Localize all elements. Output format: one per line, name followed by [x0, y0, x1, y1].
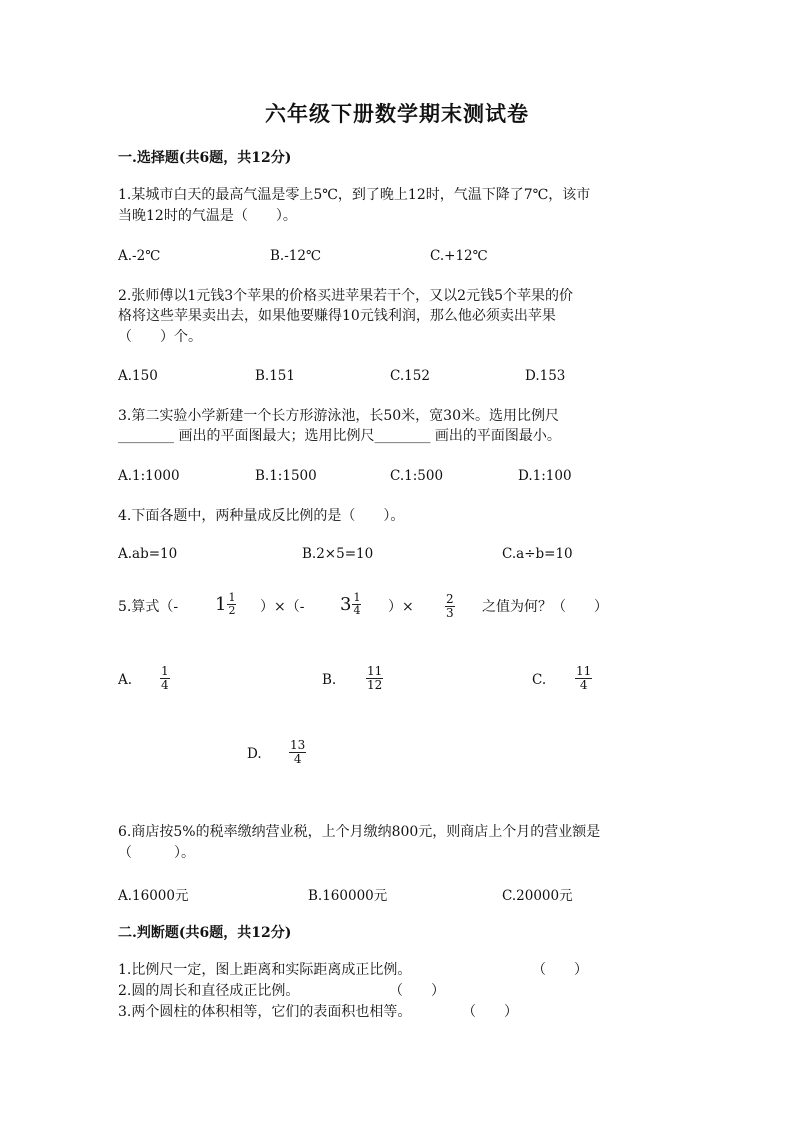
question-3-line-1: 3.第二实验小学新建一个长方形游泳池，长50米，宽30米。选用比例尺 [118, 408, 559, 424]
option-a: A.150 [118, 368, 158, 384]
option-b: B.2×5=10 [302, 546, 374, 562]
option-b: B.1:1500 [255, 468, 317, 484]
question-5-mid-1: ）×（- [260, 599, 305, 615]
option-b: B.151 [255, 368, 295, 384]
question-6-line-2: （ ）。 [118, 845, 195, 861]
judgment-item-2: 2.圆的周长和直径成正比例。 [118, 983, 300, 999]
question-5-prefix: 5.算式（- [118, 599, 179, 615]
option-c: C.152 [390, 368, 430, 384]
option-d: D.153 [525, 368, 566, 384]
mixed-whole: 1 [215, 594, 227, 615]
option-a: A.16000元 [118, 888, 189, 904]
question-2-line-1: 2.张师傅以1元钱3个苹果的价格买进苹果若干个，又以2元钱5个苹果的价 [118, 288, 573, 304]
denominator: 2 [228, 604, 236, 617]
judgment-blank-1: （ ） [532, 962, 588, 978]
question-5-mid-2: ）× [388, 599, 414, 615]
question-2-line-2: 格将这些苹果卖出去，如果他要赚得10元钱利润，那么他必须卖出苹果 [118, 308, 556, 324]
option-c: C.a÷b=10 [502, 546, 573, 562]
option-d: D.1:100 [518, 468, 572, 484]
option-b-fraction: $\frac{11}{12}$ [367, 664, 383, 692]
option-b: B.160000元 [308, 888, 388, 904]
mixed-number-2 [340, 592, 361, 617]
option-a-fraction: $\frac{1}{4}$ [161, 664, 169, 692]
mixed-whole: 3 [340, 594, 352, 615]
fraction [352, 592, 361, 617]
option-a: A. [118, 672, 133, 688]
judgment-blank-2: （ ） [389, 983, 445, 999]
option-c: C.1:500 [390, 468, 444, 484]
option-c: C. [532, 672, 547, 688]
option-d: D. [247, 746, 262, 762]
option-a: A.ab=10 [118, 546, 178, 562]
page-title: 六年级下册数学期末测试卷 [265, 101, 529, 126]
question-4-line-1: 4.下面各题中，两种量成反比例的是（ ）。 [118, 508, 405, 524]
option-b: B.-12℃ [270, 248, 322, 264]
fraction [227, 592, 236, 617]
section-heading: 一.选择题(共6题，共12分) [118, 150, 292, 166]
judgment-item-1: 1.比例尺一定，图上距离和实际距离成正比例。 [118, 962, 412, 978]
option-d-fraction: $\frac{13}{4}$ [290, 738, 306, 766]
option-a: A.1:1000 [118, 468, 180, 484]
mixed-number-1 [215, 592, 236, 617]
question-1-line-2: 当晚12时的气温是（ ）。 [118, 208, 297, 224]
question-3-line-2: ________ 画出的平面图最大；选用比例尺________ 画出的平面图最小。 [118, 428, 561, 444]
denominator: 4 [353, 604, 361, 617]
question-6-line-1: 6.商店按5%的税率缴纳营业税，上个月缴纳800元，则商店上个月的营业额是 [118, 824, 601, 840]
option-a: A.-2℃ [118, 248, 161, 264]
section-heading: 二.判断题(共6题，共12分) [118, 925, 292, 941]
judgment-blank-3: （ ） [462, 1004, 518, 1020]
option-c-fraction: $\frac{11}{4}$ [576, 664, 592, 692]
option-c: C.+12℃ [430, 248, 488, 264]
numerator: 1 [353, 591, 361, 604]
denominator: 3 [446, 606, 454, 620]
question-2-line-3: （ ）个。 [118, 329, 202, 345]
option-c: C.20000元 [502, 888, 573, 904]
numerator: 1 [228, 591, 236, 604]
numerator: 2 [446, 592, 454, 606]
fraction-two-thirds [445, 593, 455, 620]
question-5-suffix: 之值为何？（ ） [482, 599, 608, 615]
judgment-item-3: 3.两个圆柱的体积相等，它们的表面积也相等。 [118, 1004, 412, 1020]
question-1-line-1: 1.某城市白天的最高气温是零上5℃，到了晚上12时，气温下降了7℃，该市 [118, 187, 591, 203]
option-b: B. [322, 672, 337, 688]
